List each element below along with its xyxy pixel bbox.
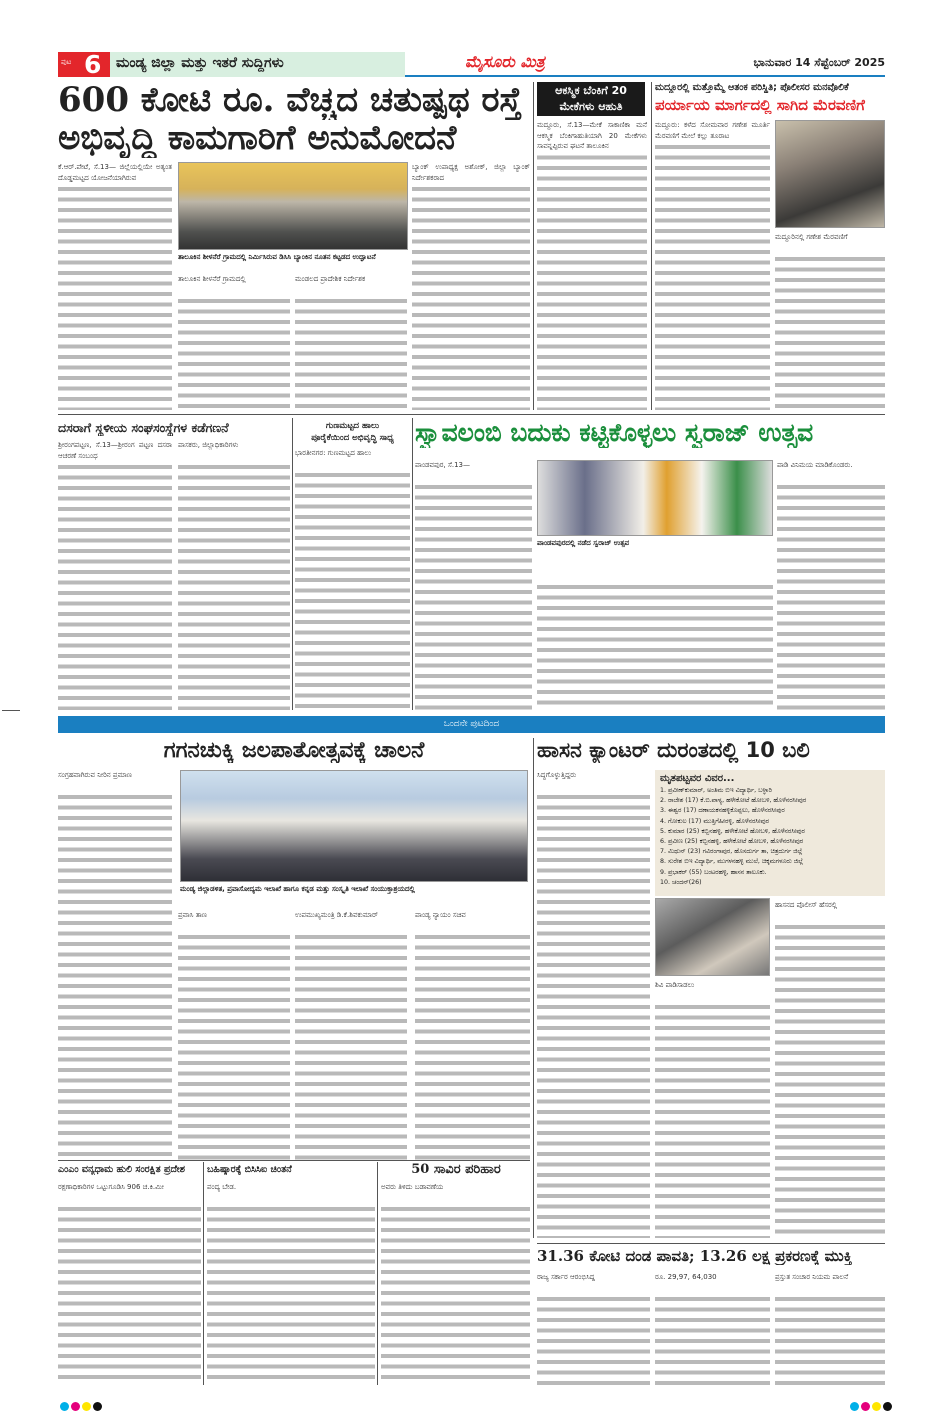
column-rule [412, 418, 413, 710]
page-number: 6 [84, 50, 102, 79]
row-rule [58, 1160, 530, 1161]
headline-bcci: ಬಹಿಷ್ಕಾರಕ್ಕೆ ಬಿಸಿಸಿಐ ಚಿಂತನೆ [207, 1164, 292, 1175]
swaraj-col-1: ಪಾಂಡವಪುರ, ಸೆ.13— [415, 460, 532, 710]
victim-item: 8. ಸುರೇಶ ಬಿಇ ವಿದ್ಯಾರ್ಥಿ, ಮುಗಳನಹಳ್ಳಿ ಮುಲೆ, ಚಿಕ್ಕಮಗಳೂರು ಜಿಲ್ಲೆ [660, 858, 804, 866]
headline-milk-2: ಪೂರೈಕೆಯಿಂದ ಅಭಿವೃದ್ಧಿ ಸಾಧ್ಯ [311, 433, 394, 443]
fines-col-2: ರೂ. 29,97, 64,030 [655, 1272, 770, 1385]
registration-black [93, 1402, 102, 1411]
fines-col-1: ರಾಜ್ಯ ಸರ್ಕಾರ ಆರಂಭಿಸಿದ್ದ [537, 1272, 650, 1385]
compensation-body: ಅವರು ತಿಳಿದು ಬಡಾವಣೆಯ [381, 1182, 530, 1385]
victims-list [660, 786, 880, 888]
issue-date: ಭಾನುವಾರ 14 ಸೆಪ್ಟೆಂಬರ್ 2025 [753, 56, 885, 69]
victim-item: 4. ಗೋಕುಲ (17) ಮುತ್ತಿಗೆಹೀರಳ್ಳಿ, ಹೊಳೆನರಸೀಪುರ [660, 817, 769, 825]
swaraj-col-2 [537, 560, 773, 710]
tiger-body: ರಕ್ಷಣಾಧಿಕಾರಿಗಳ ಒಟ್ಟುಗೂಡಿಸಿ 906 ಚ.ಕಿ.ಮೀ [58, 1182, 201, 1385]
victim-item: 5. ಕುಮಾರ (25) ಕಬ್ಬಿನಹಳ್ಳಿ, ಹಳೇಕೋಟೆ ಹೋಬಳಿ, ಹೊಳೆನರಸೀಪುರ [660, 827, 805, 835]
milk-body: ಭಾರತೀನಗರ: ಗುಣಮಟ್ಟದ ಹಾಲು [295, 448, 410, 710]
victim-item: 10. ಚಂದನ್(26) [660, 878, 702, 886]
fines-col-3: ಪ್ರಸ್ತುತ ಸಂಚಾರ ನಿಯಮ ಪಾಲನೆ [775, 1272, 885, 1385]
row-rule [58, 414, 885, 415]
column-rule [377, 1162, 378, 1385]
headline-goats-1: ಆಕಸ್ಮಿಕ ಬೆಂಕಿಗೆ 20 [555, 84, 627, 97]
column-rule [292, 418, 293, 710]
falls-col-4: ಪಾಂಡ್ಯ ನ್ಯಾಯಂ ಸಚಿವ [415, 910, 530, 1160]
column-rule [533, 82, 534, 410]
road-col-4: ಬ್ಯಾಂಕ್ ಉಪಾಧ್ಯಕ್ಷ ಅಶೋಕ್, ಜಿಲ್ಲಾ ಬ್ಯಾಂಕ್ ನಿರ್ದೇಶಕರಾದ [412, 162, 530, 410]
headline-swaraj: ಸ್ವಾವಲಂಬಿ ಬದುಕು ಕಟ್ಟಿಕೊಳ್ಳಲು ಸ್ವರಾಜ್ ಉತ್ಸವ [415, 418, 814, 447]
victims-box [655, 770, 885, 896]
dasara-col-1: ಶ್ರೀರಂಗಪಟ್ಟಣ, ಸೆ.13—ಶ್ರೀರಂಗ ಪಟ್ಟಣ ದಸರಾ ಆಚರಣೆ ಸಂಬಂಧ [58, 440, 172, 710]
row-rule [537, 1243, 885, 1244]
masthead-logo: ಮೈಸೂರು ಮಿತ್ರ [465, 52, 545, 71]
procession-col-1: ಮದ್ದೂರು: ಕಳೆದ ಸೋಮವಾರ ಗಣೇಶ ಮೂರ್ತಿ ಮೆರವಣಿಗೆ ಮೇಲೆ ಕಲ್ಲು ತೂರಾಟ [655, 120, 770, 410]
road-col-1: ಕೆ.ಆರ್.ಪೇಟೆ, ಸೆ.13— ಜಿಲ್ಲೆಯಲ್ಲಿಯೇ ಅತ್ಯಂತ ದೊಡ್ಡಮಟ್ಟದ ಯೋಜನೆಯಾಗಿರುವ [58, 162, 172, 410]
victim-item: 2. ರಾಜೇಶ (17) ಕೆ.ಬಿ.ಪಾಳ್ಯ, ಹಳೇಕೋಟೆ ಹೋಬಳಿ, ಹೊಳೆನರಸೀಪುರ [660, 797, 807, 805]
page-number-box [58, 52, 110, 77]
column-rule [203, 1162, 204, 1385]
headline-milk [295, 420, 410, 444]
hassan-col-3: ಹಾಸನದ ಪೊಲೀಸ್ ಹೆಸರಲ್ಲಿ [775, 900, 885, 1238]
headline-tiger: ಎಂಎಂ ವನ್ಯಧಾಮ ಹುಲಿ ಸಂರಕ್ಷಿತ ಪ್ರದೇಶ [58, 1164, 185, 1175]
falls-photo-caption: ಮಂಡ್ಯ ಜಿಲ್ಲಾಡಳಿತ, ಪ್ರವಾಸೋದ್ಯಮ ಇಲಾಖೆ ಹಾಗೂ ಕನ್ನಡ ಮತ್ತು ಸಂಸ್ಕೃತಿ ಇಲಾಖೆ ಸಂಯುಕ್ತಾಶ್ರಯದಲ್ಲಿ [180, 885, 415, 893]
victim-item: 9. ಪ್ರಭಾಕರ್ (55) ಬಂಟರಹಳ್ಳಿ, ಹಾಸನ ತಾಲೂಕು. [660, 868, 767, 876]
road-photo [178, 162, 408, 250]
procession-kicker: ಮದ್ದೂರಲ್ಲಿ ಮತ್ತೊಮ್ಮೆ ಆತಂಕ ಪರಿಸ್ಥಿತಿ; ಪೊಲೀಸರ ಮನವೊಲಿಕೆ [655, 82, 849, 93]
headline-falls: ಗಗನಚುಕ್ಕಿ ಜಲಪಾತೋತ್ಸವಕ್ಕೆ ಚಾಲನೆ [163, 738, 425, 763]
falls-col-2: ಪ್ರವಾಸಿ ತಾಣ [178, 910, 290, 1160]
section-title: ಮಂಡ್ಯ ಜಿಲ್ಲಾ ಮತ್ತು ಇತರೆ ಸುದ್ದಿಗಳು [110, 52, 405, 77]
registration-cyan [850, 1402, 859, 1411]
headline-goats-2: ಮೇಕೆಗಳು ಆಹುತಿ [559, 100, 623, 113]
headline-compensation: 50 ಸಾವಿರ ಪರಿಹಾರ [411, 1162, 501, 1177]
hassan-col-1: ಸಿದ್ಧಗೊಳ್ಳುತ್ತಿದ್ದರು [537, 770, 650, 1238]
procession-col-2: ಮದ್ದೂರಿನಲ್ಲಿ ಗಣೇಶ ಮೆರವಣಿಗೆ [775, 232, 885, 410]
road-col-2: ತಾಲೂಕಿನ ಶೀಳನೆರೆ ಗ್ರಾಮದಲ್ಲಿ [178, 274, 290, 410]
registration-yellow [82, 1402, 91, 1411]
column-rule [651, 82, 652, 410]
swaraj-col-3: ಪಾಡಿ ವಿನಿಮಯ ಮಾಡಿಕೊಂಡರು. [777, 460, 885, 710]
registration-magenta [71, 1402, 80, 1411]
page-label: ಪುಟ [61, 58, 72, 66]
road-photo-caption: ತಾಲೂಕಿನ ಶೀಳನೆರೆ ಗ್ರಾಮದಲ್ಲಿ ನಿರ್ಮಿಸಿರುವ ಡಿಸಿಸಿ ಬ್ಯಾಂಕಿನ ನೂತನ ಕಟ್ಟಡದ ಉದ್ಘಾಟನೆ [178, 253, 376, 261]
victim-item: 6. ಪ್ರವೀಣ (25) ಕಬ್ಬಿನಹಳ್ಳಿ, ಹಳೇಕೋಟೆ ಹೋಬಳಿ, ಹೊಳೆನರಸೀಪುರ [660, 838, 804, 846]
swaraj-photo-caption: ಪಾಂಡವಪುರದಲ್ಲಿ ನಡೆದ ಸ್ವರಾಜ್ ಉತ್ಸವ [537, 539, 630, 547]
goats-headline-box [537, 82, 645, 116]
road-col-3: ಮಂಡಲದ ಪ್ರಾದೇಶಿಕ ನಿರ್ದೇಶಕ [295, 274, 407, 410]
header-rule [405, 75, 885, 77]
headline-road-2: ಅಭಿವೃದ್ಧಿ ಕಾಮಗಾರಿಗೆ ಅನುಮೋದನೆ [58, 118, 457, 158]
registration-cyan [60, 1402, 69, 1411]
goats-body: ಮದ್ದೂರು, ಸೆ.13—ಮೇಕೆ ಸಾಕಾಣಿಕಾ ಮನೆ ಆಕಸ್ಮಿಕ ಬೆಂಕಿಗಾಹುತಿಯಾಗಿ 20 ಮೇಕೆಗಳು ಸಾವನ್ನಪ್ಪಿರುವ ಘಟನೆ ತಾಲೂಕಿನ [537, 120, 647, 410]
headline-dasara: ದಸರಾಗೆ ಸ್ಥಳೀಯ ಸಂಘಸಂಸ್ಥೆಗಳ ಕಡೆಗಣನೆ [58, 420, 229, 435]
victim-item: 1. ಪ್ರವೀಣ್‌ಕುಮಾರ್, ಅಂತಿಮ ಬಿಇ ವಿದ್ಯಾರ್ಥಿ, ಬಳ್ಳಾರಿ [660, 787, 772, 794]
registration-yellow [872, 1402, 881, 1411]
bcci-body: ಪಂದ್ಯ ಬೇಡ. [207, 1182, 375, 1385]
column-rule [533, 738, 534, 1238]
headline-milk-1: ಗುಣಮಟ್ಟದ ಹಾಲು [325, 421, 380, 431]
hassan-col-2: ಶಿವಿ ಪಾಡಿಸಾಡಲು [655, 980, 770, 1238]
falls-col-1: ಸಂಗ್ರಹವಾಗಿರುವ ನೀರಿನ ಪ್ರಮಾಣ [58, 770, 172, 1160]
headline-fines: 31.36 ಕೋಟಿ ದಂಡ ಪಾವತಿ; 13.26 ಲಕ್ಷ ಪ್ರಕರಣಕ್ಕೆ ಮುಕ್ತಿ [537, 1247, 852, 1265]
swaraj-photo [537, 460, 773, 536]
continued-banner: ಒಂದನೇ ಪುಟದಿಂದ [58, 716, 885, 733]
victim-item: 7. ಮಿಥುನ್ (23) ಗವಿರಂಗಾಪುರ, ಹೊಸದುರ್ಗ ತಾ, ಚಿತ್ರದುರ್ಗ ಜಿಲ್ಲೆ [660, 848, 803, 856]
hassan-photo [655, 898, 770, 976]
falls-col-3: ಉಪಮುಖ್ಯಮಂತ್ರಿ ಡಿ.ಕೆ.ಶಿವಕುಮಾರ್ [295, 910, 407, 1160]
registration-magenta [861, 1402, 870, 1411]
dasara-col-2: ಪಾಸಕರು, ಜಿಲ್ಲಾಧಿಕಾರಿಗಳು [178, 440, 290, 710]
headline-hassan: ಹಾಸನ ಕ್ಯಾಂಟರ್ ದುರಂತದಲ್ಲಿ 10 ಬಲಿ [537, 738, 810, 762]
headline-road-1: 600 ಕೋಟಿ ರೂ. ವೆಚ್ಚದ ಚತುಷ್ಪಥ ರಸ್ತೆ [58, 80, 522, 120]
victim-item: 3. ಈಶ್ವರ (17) ದಣಾಯಕನಹಳ್ಳಿಕೊಪ್ಪಲು, ಹೊಳೆನರಸೀಪುರ [660, 807, 785, 815]
margin-mark [2, 710, 20, 711]
headline-procession: ಪರ್ಯಾಯ ಮಾರ್ಗದಲ್ಲಿ ಸಾಗಿದ ಮೆರವಣಿಗೆ [655, 96, 865, 114]
victims-box-title: ಮೃತಪಟ್ಟವರ ವಿವರ... [660, 773, 735, 784]
registration-black [883, 1402, 892, 1411]
procession-photo [775, 120, 885, 228]
falls-photo [180, 770, 528, 882]
